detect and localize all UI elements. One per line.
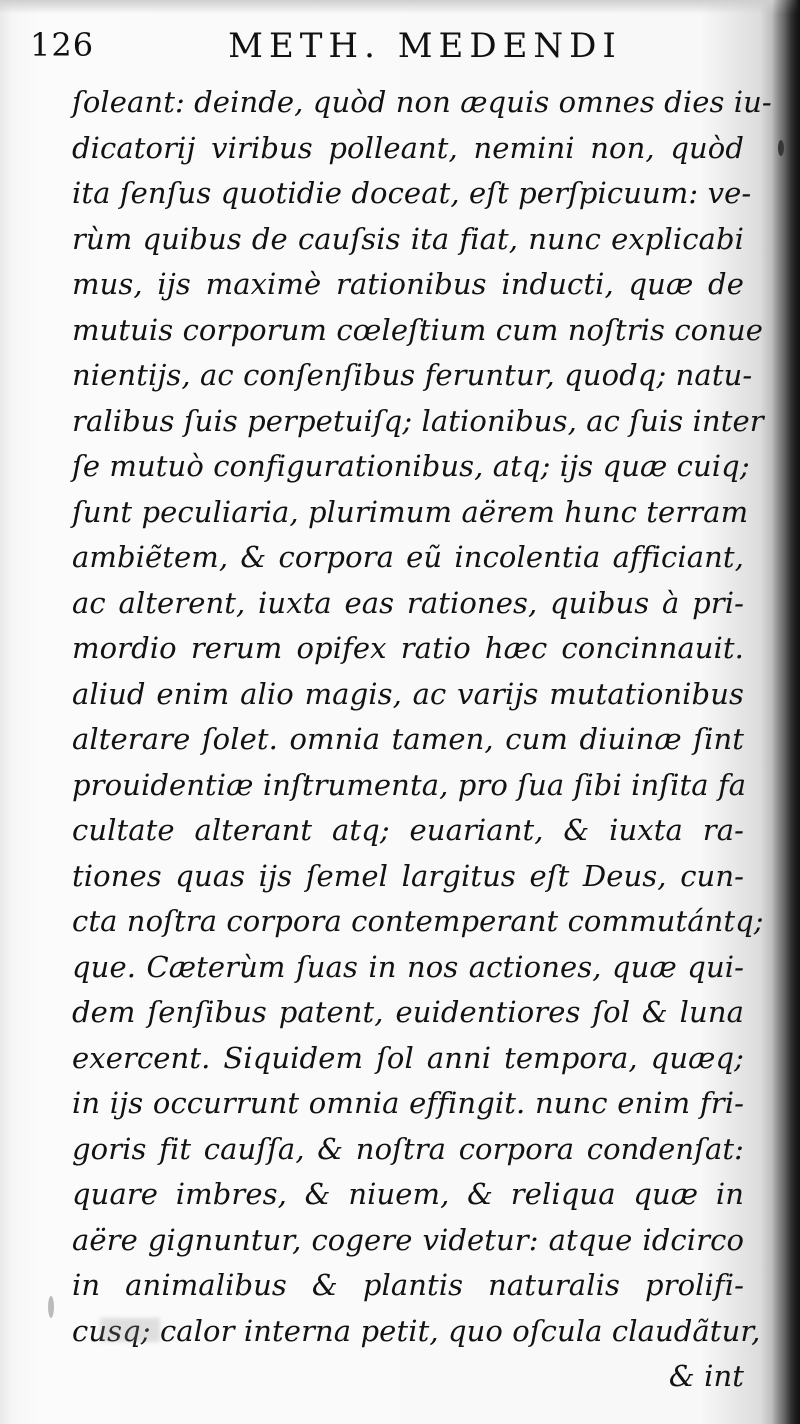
text-line: in ijs occurrunt omnia effingit. nunc enim fri- bbox=[72, 1086, 744, 1120]
text-line: ralibus ſuis perpetuiſq; lationibus, ac ſuis inter bbox=[72, 403, 764, 438]
text-line: alterare ſolet. omnia tamen, cum diuinæ ſint bbox=[72, 722, 744, 756]
text-line: dem ſenſibus patent, euidentiores ſol & luna bbox=[72, 995, 744, 1029]
text-line: exercent. Siquidem ſol anni tempora, quæq; bbox=[72, 1040, 744, 1075]
text-line: aliud enim alio magis, ac varijs mutationibus bbox=[72, 676, 744, 711]
text-line: que. Cæterùm ſuas in nos actiones, quæ qui- bbox=[72, 949, 744, 984]
text-line: tiones quas ijs ſemel largitus eſt Deus, cun- bbox=[72, 858, 744, 893]
faded-stamp-mark bbox=[100, 1318, 160, 1342]
text-line: quare imbres, & niuem, & reliqua quæ in bbox=[72, 1177, 744, 1211]
text-line: mordio rerum opifex ratio hæc concinnauit. bbox=[72, 631, 744, 665]
text-line: ſoleant: deinde, quòd non æquis omnes dies iu- bbox=[72, 85, 772, 119]
text-line-catchword: & int bbox=[668, 1359, 744, 1393]
body-text bbox=[72, 80, 772, 1400]
text-line: ambiẽtem, & corpora eũ incolentia afficiant, bbox=[72, 540, 744, 574]
running-head: METH. MEDENDI bbox=[228, 26, 622, 66]
text-line: aëre gignuntur, cogere videtur: atque idcirco bbox=[72, 1222, 744, 1257]
text-line: nientijs, ac conſenſibus feruntur, quodq; natu- bbox=[72, 358, 753, 392]
text-line: ita ſenſus quotidie doceat, eſt perſpicuum: ve- bbox=[72, 176, 752, 210]
text-line: ac alterent, iuxta eas rationes, quibus à pri- bbox=[72, 585, 744, 620]
text-line: ſe mutuò configurationibus, atq; ijs quæ cuiq; bbox=[72, 449, 750, 483]
text-line: mutuis corporum cœleſtium cum noſtris conue bbox=[72, 312, 764, 347]
text-line: goris fit cauſſa, & noſtra corpora condenſat: bbox=[72, 1131, 744, 1166]
page-top-shadow bbox=[0, 0, 800, 14]
text-line: ſunt peculiaria, plurimum aërem hunc terram bbox=[72, 494, 749, 529]
text-line: in animalibus & plantis naturalis prolifi- bbox=[72, 1268, 744, 1302]
text-line: rùm quibus de cauſsis ita fiat, nunc explicabi bbox=[72, 221, 744, 256]
text-line: mus, ijs maximè rationibus inducti, quæ de bbox=[72, 267, 744, 301]
text-line: cusq; calor interna petit, quo oſcula claudãtur, bbox=[72, 1313, 761, 1348]
text-line: dicatorij viribus polleant, nemini non, quòd bbox=[72, 130, 744, 165]
page-number: 126 bbox=[30, 26, 95, 64]
text-line: cultate alterant atq; euariant, & iuxta ra- bbox=[72, 813, 744, 847]
page-gutter-shadow bbox=[772, 0, 800, 1424]
page-header bbox=[30, 22, 750, 72]
text-line: prouidentiæ inſtrumenta, pro ſua ſibi inſita fa bbox=[72, 767, 747, 802]
ink-speck bbox=[48, 1296, 54, 1318]
text-line: cta noſtra corpora contemperant commutántq; bbox=[72, 904, 764, 938]
